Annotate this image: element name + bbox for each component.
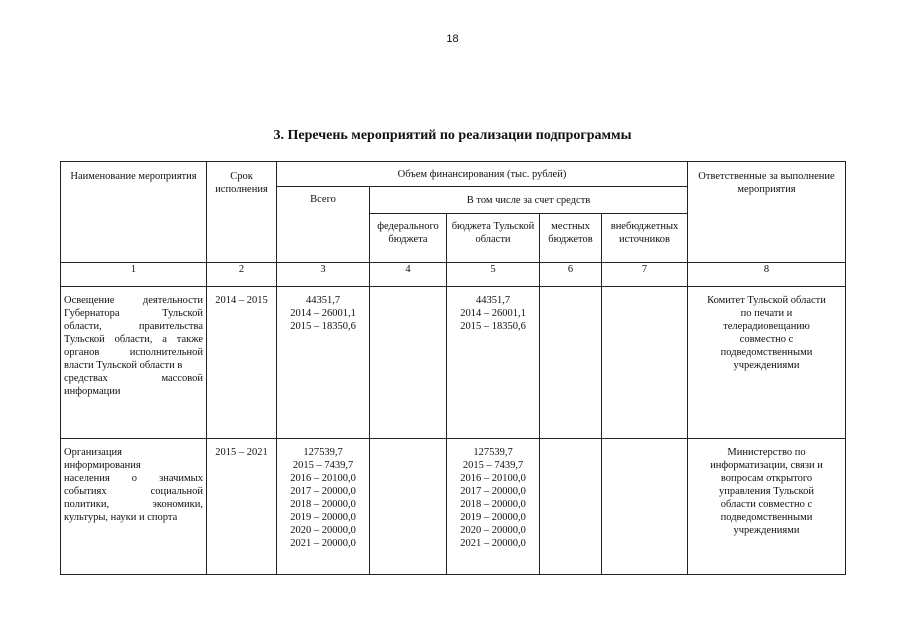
table-row (61, 439, 846, 575)
measures-table (60, 161, 846, 575)
column-number: 8 (688, 263, 846, 287)
column-number: 4 (370, 263, 447, 287)
measure-federal (370, 439, 447, 575)
header-local: местных бюджетов (540, 214, 602, 263)
measure-federal (370, 287, 447, 439)
document-title: 3. Перечень мероприятий по реализации подпрограммы (273, 128, 632, 143)
header-regional: бюджета Тульской области (447, 214, 540, 263)
measure-local (540, 439, 602, 575)
header-name: Наименование мероприятия (61, 162, 207, 263)
column-number: 2 (207, 263, 277, 287)
measure-term: 2015 – 2021 (207, 439, 277, 575)
header-term: Срок исполнения (207, 162, 277, 263)
header-including: В том числе за счет средств (370, 187, 688, 214)
header-extra: внебюджетных источников (602, 214, 688, 263)
column-number: 3 (277, 263, 370, 287)
header-responsible: Ответственные за выполнение мероприятия (688, 162, 846, 263)
measure-term: 2014 – 2015 (207, 287, 277, 439)
table-row (61, 287, 846, 439)
column-number: 6 (540, 263, 602, 287)
measure-total: 127539,7 2015 – 7439,7 2016 – 20100,0 2017 – 20000,0 2018 – 20000,0 2019 – 20000,0 2020 – 20000,0 2021 – 20000,0 (277, 439, 370, 575)
page-number: 18 (446, 33, 459, 45)
measure-name: Освещение деятельности Губернатора Тульской области, правительства Тульской области, а также органов исполнительной власти Тульской области в средствах массовой информации (61, 287, 207, 439)
column-number: 1 (61, 263, 207, 287)
header-total: Всего (277, 187, 370, 263)
measure-extra (602, 439, 688, 575)
measure-local (540, 287, 602, 439)
column-number: 7 (602, 263, 688, 287)
measure-regional: 127539,7 2015 – 7439,7 2016 – 20100,0 2017 – 20000,0 2018 – 20000,0 2019 – 20000,0 2020 – 20000,0 2021 – 20000,0 (447, 439, 540, 575)
header-row-1 (61, 162, 846, 187)
header-volume: Объем финансирования (тыс. рублей) (277, 162, 688, 187)
column-numbers-row (61, 263, 846, 287)
measure-extra (602, 287, 688, 439)
measure-name: Организация информирования населения о значимых событиях социальной политики, экономики, культуры, науки и спорта (61, 439, 207, 575)
header-federal: федерального бюджета (370, 214, 447, 263)
measure-regional: 44351,7 2014 – 26001,1 2015 – 18350,6 (447, 287, 540, 439)
measure-responsible: Министерство по информатизации, связи и вопросам открытого управления Тульской области совместно с подведомственными учреждениями (688, 439, 846, 575)
measure-total: 44351,7 2014 – 26001,1 2015 – 18350,6 (277, 287, 370, 439)
column-number: 5 (447, 263, 540, 287)
measure-responsible: Комитет Тульской области по печати и телерадиовещанию совместно с подведомственными учреждениями (688, 287, 846, 439)
